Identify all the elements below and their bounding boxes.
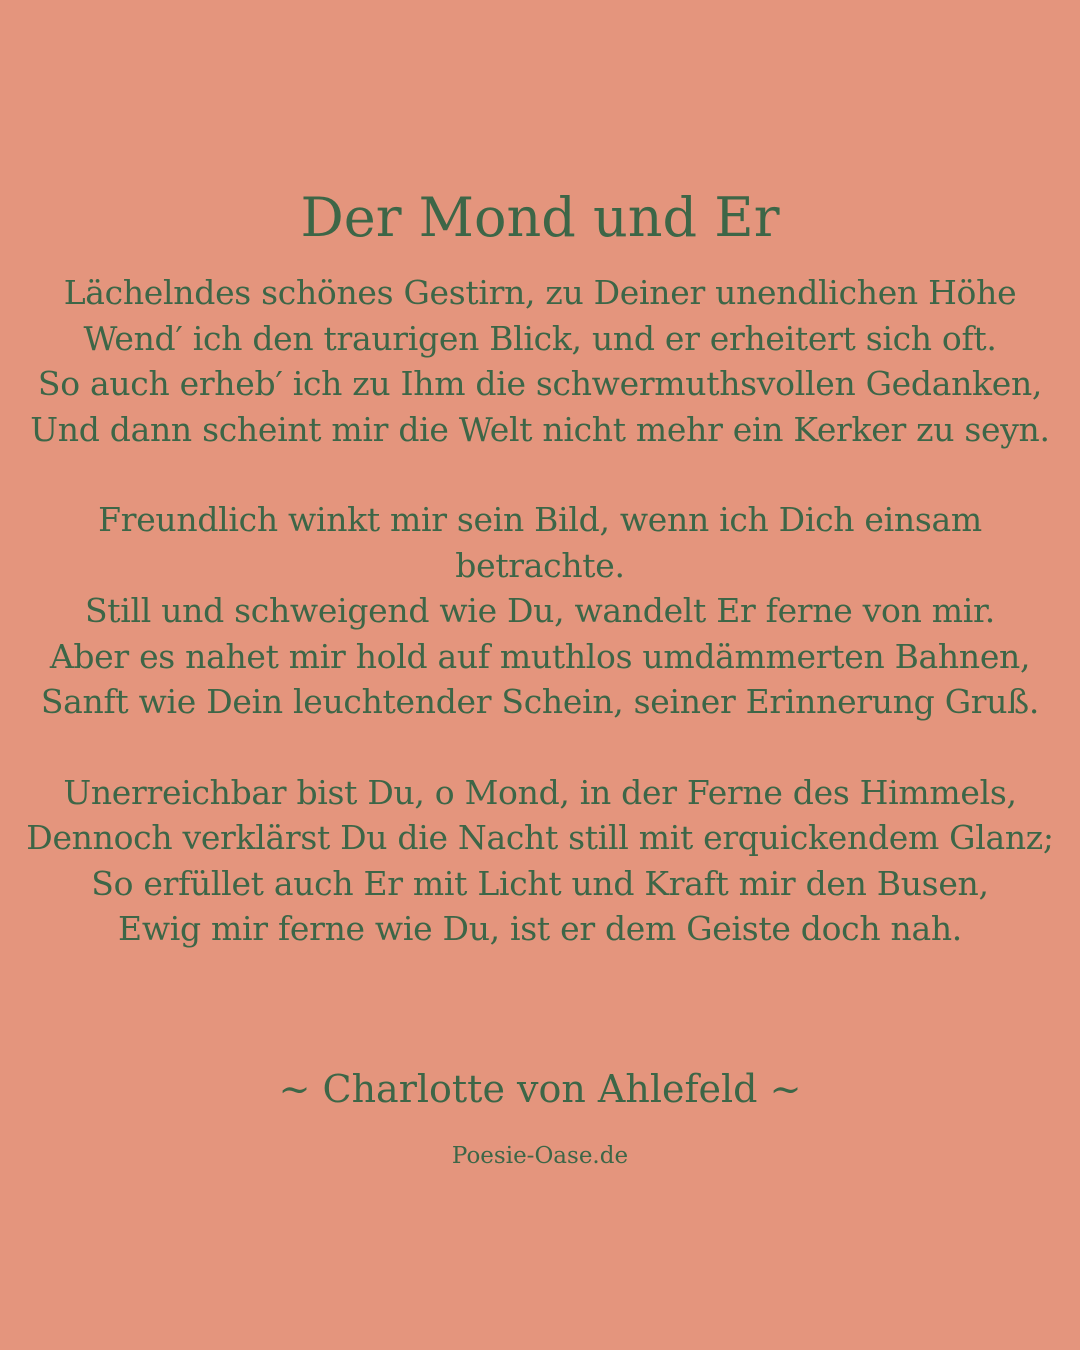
stanza-3 (20, 770, 1060, 952)
poem-author: ~ Charlotte von Ahlefeld ~ (278, 1067, 802, 1111)
stanza-2 (20, 497, 1060, 725)
poem-line: Freundlich winkt mir sein Bild, wenn ich Dich einsam betrachte. (98, 500, 982, 585)
poem-title: Der Mond und Er (300, 186, 780, 249)
poem-line: Aber es nahet mir hold auf muthlos umdämmerten Bahnen, (49, 636, 1031, 676)
stanza-1 (20, 270, 1060, 452)
poem-line: Lächelndes schönes Gestirn, zu Deiner unendlichen Höhe (63, 273, 1017, 312)
poem-line: Still und schweigend wie Du, wandelt Er ferne von mir. (85, 591, 995, 630)
poem-line: Dennoch verklärst Du die Nacht still mit erquickendem Glanz; (26, 818, 1054, 857)
poem-line: Ewig mir ferne wie Du, ist er dem Geiste doch nah. (118, 909, 962, 948)
website-credit: Poesie-Oase.de (451, 1143, 629, 1169)
poem-line: Unerreichbar bist Du, o Mond, in der Ferne des Himmels, (63, 772, 1017, 812)
poem-body (20, 270, 1060, 997)
poem-line: Sanft wie Dein leuchtender Schein, seiner Erinnerung Gruß. (40, 682, 1040, 721)
poem-line: So erfüllet auch Er mit Licht und Kraft mir den Busen, (91, 863, 989, 903)
poem-line: Und dann scheint mir die Welt nicht mehr ein Kerker zu seyn. (30, 409, 1050, 449)
poem-line: So auch erheb′ ich zu Ihm die schwermuthsvollen Gedanken, (37, 364, 1043, 403)
poem-line: Wend′ ich den traurigen Blick, und er erheitert sich oft. (83, 318, 997, 358)
